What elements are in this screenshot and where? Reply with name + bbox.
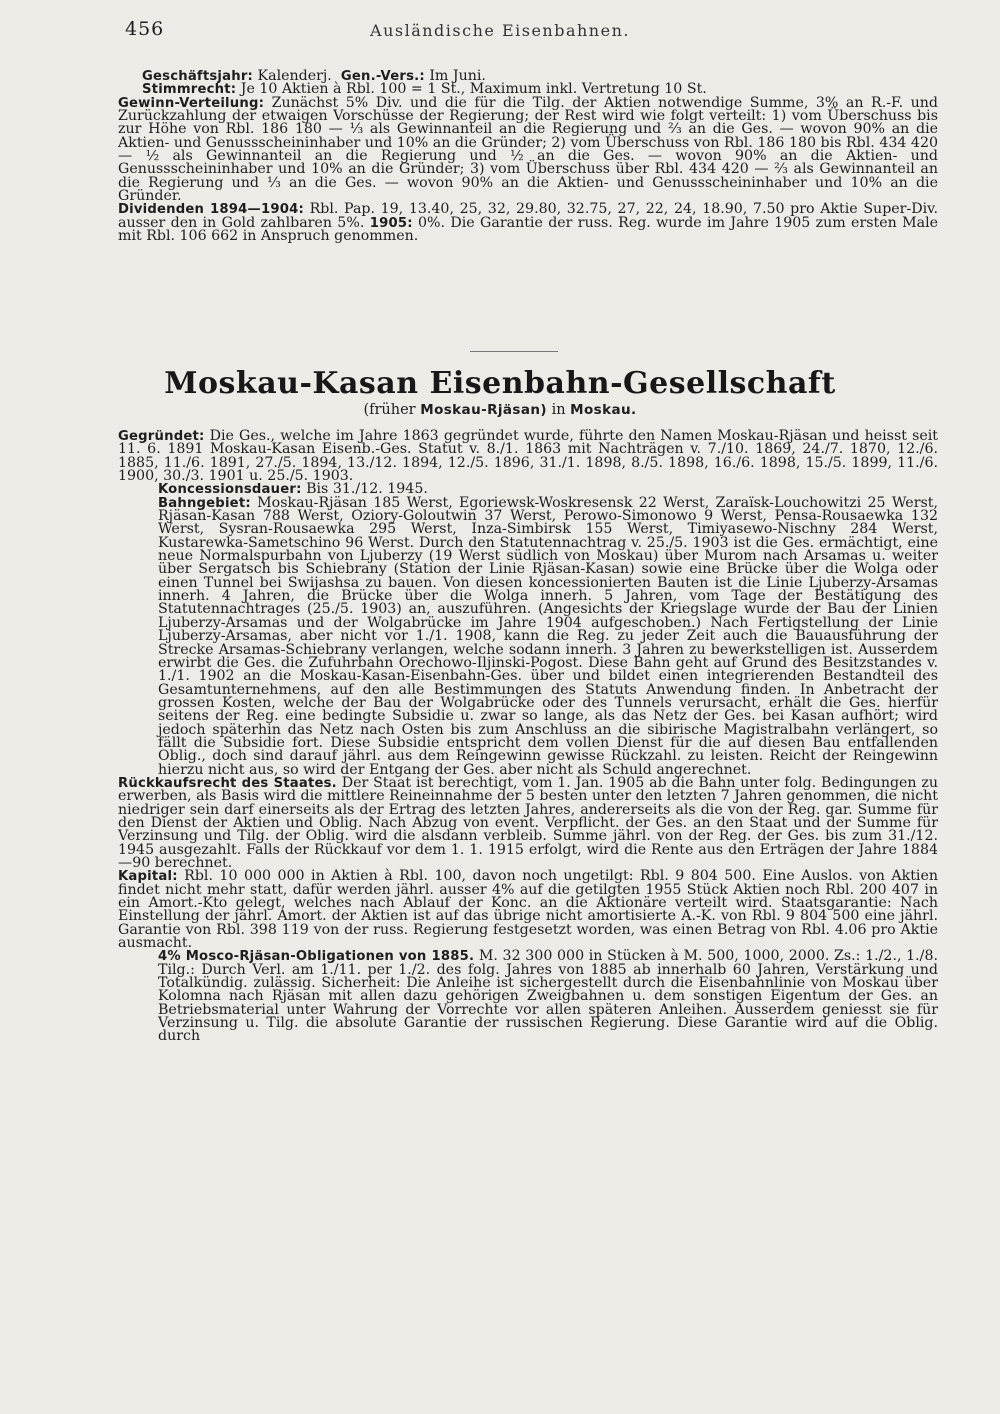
obligationen-text: M. 32 300 000 in Stücken à M. 500, 1000, 2000. Zs.: 1./2., 1./8. Tilg.: Durch Verl. am 1./11. per 1./2. des folg. Jahres von 1885 ab innerhalb 60 Jahren, Verstärkung und Totalkündig. zulässig. Sicherheit: Die Anleihe ist sichergestellt durch die Eisenbahnlinie von Moskau über Kolomna nach Rjäsan mit allen dazu gehörigen Zweigbahnen u. dem sonstigen Eigentum der Ges. an Betriebsmaterial unter Wahrung der Vorrechte vor allen späteren Anleihen. Ausserdem geniesst sie für Verzinsung u. Tilg. die absolute Garantie der russischen Regierung. Diese Garantie wird auf die Oblig. durch — [158, 948, 938, 1045]
konzession-text: Bis 31./12. 1945. — [306, 481, 428, 498]
stimmrecht-text: Je 10 Aktien à Rbl. 100 = 1 St., Maximum inkl. Vertretung 10 St. — [240, 81, 707, 98]
obligationen-paragraph — [118, 950, 938, 1043]
running-title: Ausländische Eisenbahnen. — [370, 21, 630, 40]
subtitle-city: Moskau. — [570, 402, 637, 418]
section-divider — [470, 351, 558, 352]
bahngebiet-text: Moskau-Rjäsan 185 Werst, Egoriewsk-Woskresensk 22 Werst, Zaraïsk-Louchowitzi 25 Werst, Rjäsan-Kasan 788 Werst, Oziory-Goloutwin 37 Werst, Perowo-Simonowo 9 Werst, Pensa-Rousaewka 132 Werst, Sysran-Rousaewka 295 Werst, Inza-Simbirsk 155 Werst, Timiyasewo-Nischny 284 Werst, Kustarewka-Sametschino 96 Werst. Durch den Statutennachtrag v. 25./5. 1903 ist die Ges. ermächtigt, eine neue Normalspurbahn von Ljuberzy (19 Werst südlich von Moskau) über Murom nach Arsamas u. weiter über Sergatsch bis Schiebrany (Station der Linie Rjäsan-Kasan) sowie eine Brücke über die Wolga oder einen Tunnel bei Swijashsa zu bauen. Von diesen koncessionierten Bauten ist die Linie Ljuberzy-Arsamas innerh. 4 Jahren, die Brücke über die Wolga innerh. 5 Jahren, vom Tage der Bestätigung des Statutennachtrages (25./5. 1903) an, auszuführen. (Angesichts der Kriegslage wurde der Bau der Linien Ljuberzy-Arsamas und der Wolgabrücke im Jahre 1904 aufgeschoben.) Nach Fertigstellung der Linie Ljuberzy-Arsamas, aber nicht vor 1./1. 1908, kann die Reg. zu jeder Zeit auch die Bauausführung der Strecke Arsamas-Schiebrany verlangen, welche sodann innerh. 3 Jahren zu bewerkstelligen ist. Ausserdem erwirbt die Ges. die Zufuhrbahn Orechowo-Iljinski-Pogost. Diese Bahn geht auf Grund des Besitzstandes v. 1./1. 1902 an die Moskau-Kasan-Eisenbahn-Ges. über und bildet einen integrierenden Bestandteil des Gesamtunternehmens, auf den alle Bestimmungen des Statuts Anwendung finden. In Anbetracht der grossen Kosten, welche der Bau der Wolgabrücke oder des Tunnels verursacht, erhält die Ges. hierfür seitens der Reg. eine bedingte Subsidie u. zwar so lange, als das Netz der Ges. bei Kasan aufhört; wird jedoch späterhin das Netz nach Osten bis zum Anschluss an die sibirische Magistralbahn verlängert, so fällt die Subsidie fort. Diese Subsidie entspricht dem vollen Dienst für die auf diesen Bau entfallenden Oblig., doch sind darauf jährl. aus dem Reingewinn gewisse Rückzahl. zu leisten. Reicht der Reingewinn hierzu nicht aus, so wird der Entgang der Ges. aber nicht als Schuld angerechnet. — [158, 494, 938, 778]
geschaeftsjahr-label: Geschäftsjahr: — [142, 69, 253, 84]
company-body — [118, 430, 938, 1044]
dividenden-label: Dividenden 1894—1904: — [118, 202, 304, 218]
dividenden-text: Rbl. Pap. 19, 13.40, 25, 32, 29.80, 32.75, 27, 22, 24, 18.90, 7.50 pro Aktie Super-Div. ausser den in Gold zahlbaren 5%. — [118, 201, 938, 231]
gewinn-label: Gewinn-Verteilung: — [118, 95, 265, 111]
gewinn-verteilung-paragraph — [118, 94, 938, 205]
kapital-text: Rbl. 10 000 000 in Aktien à Rbl. 100, davon noch ungetilgt: Rbl. 9 804 500. Eine Auslos. von Aktien findet nicht mehr statt, dafür werden jährl. ausser 4% auf die getilgten 1955 Stück Aktien noch Rbl. 200 407 in ein Amort.-Kto gelegt, welches nach Ablauf der Konc. an die Aktionäre verteilt wird. Staatsgarantie: Nach Einstellung der jährl. Amort. der Aktien ist auf das übrige nicht amortisierte A.-K. von Rbl. 9 804 500 eine jährl. Garantie von Rbl. 398 119 von der russ. Regierung festgesetzt worden, was einen Betrag von Rbl. 4.06 pro Aktie ausmacht. — [118, 868, 938, 952]
kapital-paragraph — [118, 870, 938, 950]
previous-company-section — [118, 70, 938, 243]
kapital-label: Kapital: — [118, 869, 178, 885]
gegruendet-paragraph — [118, 430, 938, 483]
company-subtitle — [0, 402, 1000, 418]
rueckkauf-label: Rückkaufsrecht des Staates. — [118, 775, 337, 791]
rueckkauf-paragraph — [118, 774, 939, 871]
subtitle-in: in — [551, 402, 566, 418]
bahngebiet-paragraph — [118, 494, 938, 778]
genvers-text: Im Juni. — [429, 68, 486, 84]
geschaeftsjahr-text: Kalenderj. — [257, 68, 332, 84]
rueckkauf-text: Der Staat ist berechtigt, vom 1. Jan. 1905 ab die Bahn unter folg. Bedingungen zu erwerben, als Basis wird die mittlere Reineinnahme der 5 besten unter den letzten 7 Jahren genommen, die nicht niedriger sein darf einerseits als der Ertrag des letzten Jahres, andererseits als die von der Reg. gar. Summe für den Dienst der Aktien und Oblig. Nach Abzug von event. Verpflicht. der Ges. an den Staat und der Summe für Verzinsung und Tilg. der Oblig. wird die alsdann verbleib. Summe jährl. von der Reg. der Ges. bis zum 31./12. 1945 ausgezahlt. Falls der Rückkauf vor dem 1. 1. 1915 erfolgt, wird die Rente aus den Erträgen der Jahre 1884—90 berechnet. — [118, 774, 939, 871]
page-number: 456 — [125, 18, 165, 40]
konzession-label: Koncessionsdauer: — [158, 482, 302, 498]
gegruendet-text: Die Ges., welche im Jahre 1863 gegründet wurde, führte den Namen Moskau-Rjäsan und heisst seit 11. 6. 1891 Moskau-Kasan Eisenb.-Ges. Statut v. 8./1. 1863 mit Nachträgen v. 7./10. 1869, 24./7. 1870, 12./6. 1885, 11./6. 1891, 27./5. 1894, 13./12. 1894, 12./5. 1896, 31./1. 1898, 8./5. 1898, 16./6. 1898, 15./5. 1899, 11./6. 1900, 30./3. 1901 u. 25./5. 1903. — [118, 428, 938, 485]
gegruendet-label: Gegründet: — [118, 429, 205, 444]
div1905-label: 1905: — [369, 215, 413, 231]
obligationen-label: 4% Mosco-Rjäsan-Obligationen von 1885. — [158, 949, 475, 965]
subtitle-old-name: Moskau-Rjäsan) — [420, 402, 547, 418]
subtitle-prefix: (früher — [363, 402, 416, 418]
stimmrecht-label: Stimmrecht: — [142, 82, 237, 98]
dividenden-paragraph — [118, 203, 938, 243]
genvers-label: Gen.-Vers.: — [340, 69, 425, 84]
div1905-text: 0%. Die Garantie der russ. Reg. wurde im Jahre 1905 zum ersten Male mit Rbl. 106 662 in Anspruch genommen. — [118, 214, 939, 245]
bahngebiet-label: Bahngebiet: — [158, 495, 251, 511]
company-title: Moskau-Kasan Eisenbahn-Gesellschaft — [164, 366, 836, 401]
gewinn-text: Zunächst 5% Div. und die für die Tilg. der Aktien notwendige Summe, 3% an R.-F. und Zurückzahlung der etwaigen Vorschüsse der Regierung; der Rest wird wie folgt verteilt: 1) vom Überschuss bis zur Höhe von Rbl. 186 180 — ⅓ als Gewinnanteil an die Regierung und ⅔ an die Ges. — wovon 90% an die Aktien- und Genussscheininhaber und 10% an die Gründer; 2) vom Überschuss von Rbl. 186 180 bis Rbl. 434 420 — ½ als Gewinnanteil an die Regierung und ½ an die Ges. — wovon 90% an die Aktien- und Genussscheininhaber und 10% an die Gründer; 3) vom Überschuss über Rbl. 434 420 — ⅔ als Gewinnanteil an die Regierung und ⅓ an die Ges. — wovon 90% an die Aktien- und Genussscheininhaber und 10% an die Gründer. — [118, 94, 938, 205]
